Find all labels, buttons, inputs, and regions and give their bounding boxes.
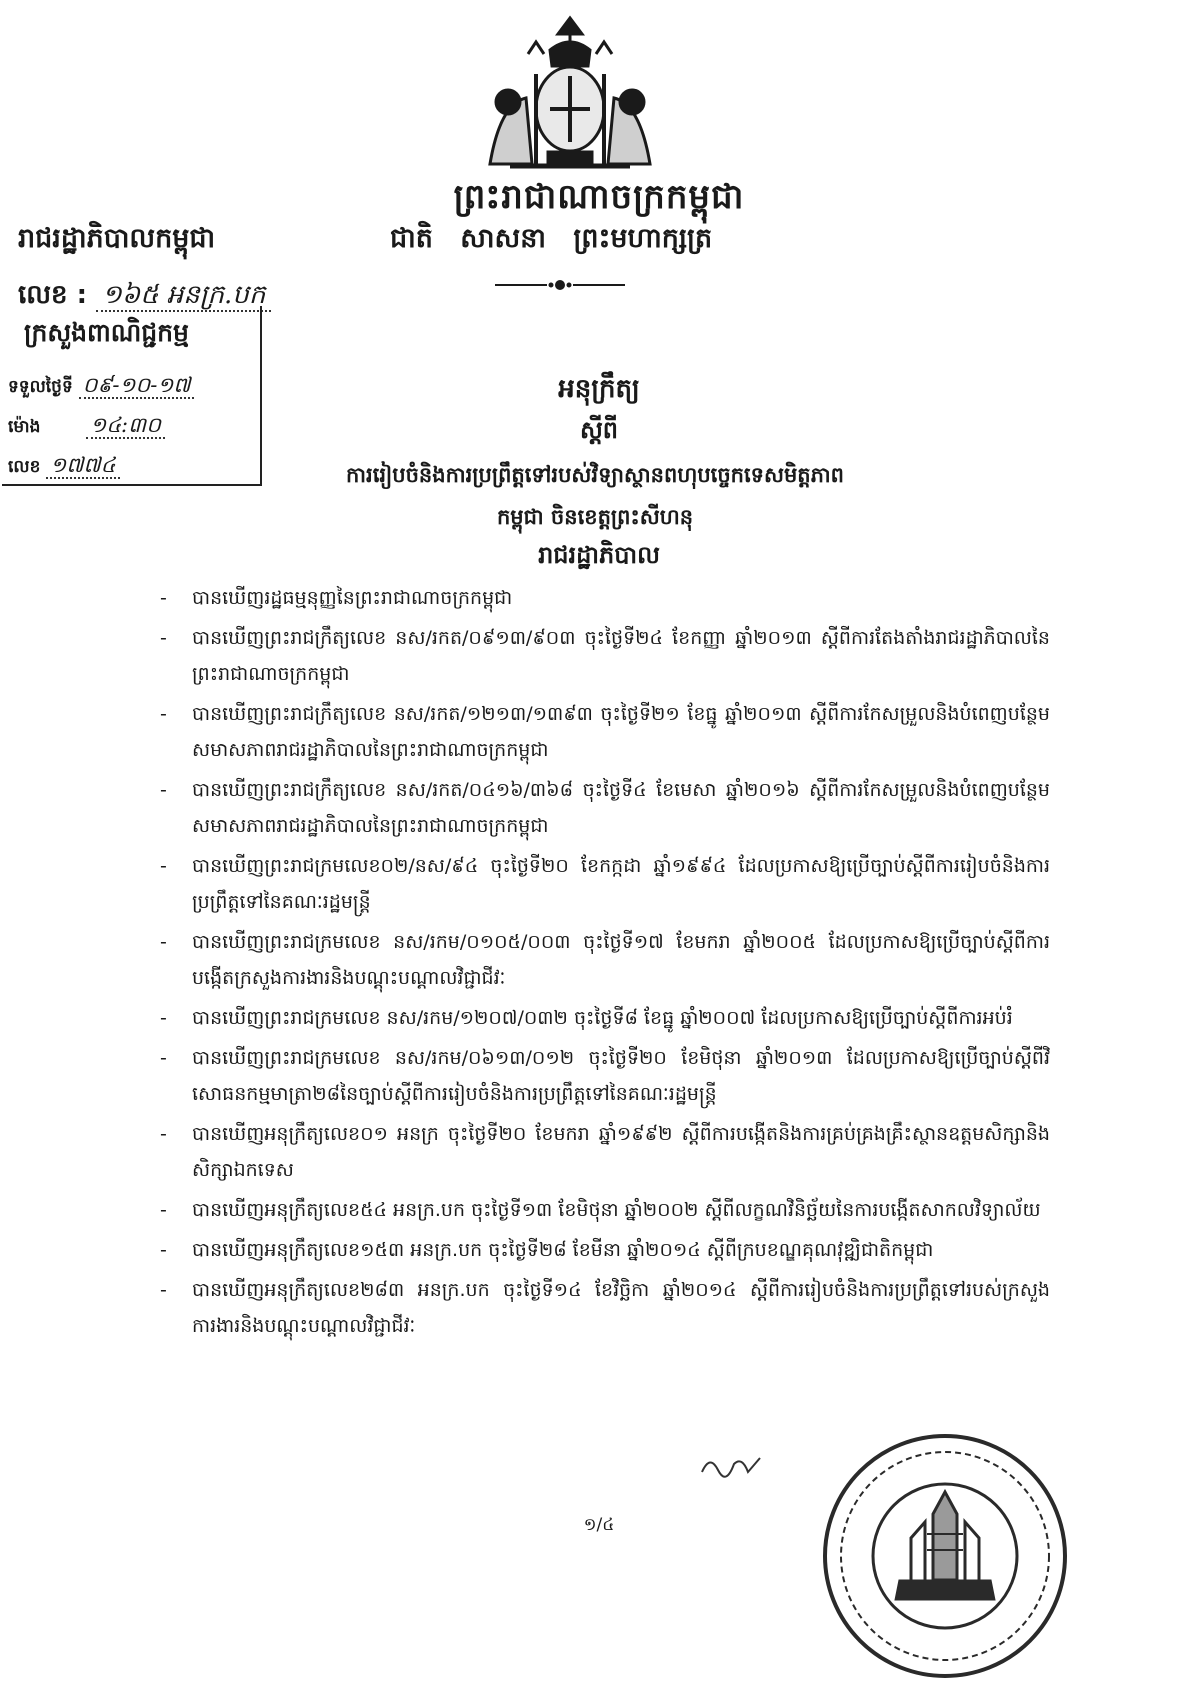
kingdom-title: ព្រះរាជាណាចក្រកម្ពុជា [453, 177, 745, 217]
list-item: - បានឃើញព្រះរាជក្រមលេខ នស/រកម/០១០៥/០០៣ ចុះថ្ងៃទី១៧ ខែមករា ឆ្នាំ២០០៥ ដែលប្រកាសឱ្យប្រើច្បាប់ស្តីពីការបង្កើតក្រសួងការងារនិងបណ្តុះបណ្តាលវិជ្ជាជីវៈ [160, 924, 1050, 996]
document-subject [200, 454, 990, 538]
registry-number-label: លេខ [8, 457, 41, 477]
handwritten-initial-icon [700, 1450, 770, 1480]
registry-time-value: ១៤:៣០ [86, 413, 165, 439]
list-item: - បានឃើញអនុក្រឹត្យលេខ០១ អនក្រ ចុះថ្ងៃទី២០ ខែមករា ឆ្នាំ១៩៩២ ស្តីពីការបង្កើតនិងការគ្រប់គ្រងគ្រឹះស្ថានឧត្តមសិក្សានិងសិក្សាឯកទេស [160, 1116, 1050, 1188]
registry-date-label: ទទួលថ្ងៃទី [8, 377, 73, 397]
government-name: រាជរដ្ឋាភិបាលកម្ពុជា [18, 223, 216, 254]
page-number: ១/៤ [583, 1515, 615, 1535]
royal-coat-of-arms-icon [470, 14, 670, 179]
list-item: - បានឃើញព្រះរាជក្រឹត្យលេខ នស/រកត/០៤១៦/៣៦៨ ចុះថ្ងៃទី៤ ខែមេសា ឆ្នាំ២០១៦ ស្តីពីការកែសម្រួលនិងបំពេញបន្ថែមសមាសភាពរាជរដ្ឋាភិបាលនៃព្រះរាជាណាចក្រកម្ពុជា [160, 772, 1050, 844]
list-item: - បានឃើញព្រះរាជក្រឹត្យលេខ នស/រកត/០៩១៣/៩០៣ ចុះថ្ងៃទី២៤ ខែកញ្ញា ឆ្នាំ២០១៣ ស្តីពីការតែងតាំងរាជរដ្ឋាភិបាលនៃព្រះរាជាណាចក្រកម្ពុជា [160, 620, 1050, 692]
document-about: ស្តីពី [579, 416, 619, 444]
document-type: អនុក្រឹត្យ [558, 374, 640, 404]
document-number-value: ១៦៥ អនក្រ.បក [96, 280, 271, 312]
subject-line-2: កម្ពុជា ចិនខេត្តព្រះសីហនុ [496, 505, 694, 529]
registry-date-value: ០៩-១០-១៧ [79, 373, 195, 399]
considerations-list [160, 580, 1050, 1348]
list-item: - បានឃើញព្រះរាជក្រឹត្យលេខ នស/រកត/១២១៣/១៣៩៣ ចុះថ្ងៃទី២១ ខែធ្នូ ឆ្នាំ២០១៣ ស្តីពីការកែសម្រួលនិងបំពេញបន្ថែមសមាសភាពរាជរដ្ឋាភិបាលនៃព្រះរាជាណាចក្រកម្ពុជា [160, 696, 1050, 768]
official-seal-icon [815, 1430, 1075, 1682]
registry-stamp-title: ក្រសួងពាណិជ្ជកម្ម [24, 318, 189, 347]
list-item: - បានឃើញព្រះរាជក្រមលេខ នស/រកម/១២០៧/០៣២ ចុះថ្ងៃទី៨ ខែធ្នូ ឆ្នាំ២០០៧ ដែលប្រកាសឱ្យប្រើច្បាប់ស្តីពីការអប់រំ [160, 1000, 1050, 1036]
ornament-divider-icon [495, 278, 625, 292]
registry-number [8, 452, 120, 483]
list-item: - បានឃើញរដ្ឋធម្មនុញ្ញនៃព្រះរាជាណាចក្រកម្ពុជា [160, 580, 1050, 616]
list-item: - បានឃើញព្រះរាជក្រមលេខ នស/រកម/០៦១៣/០១២ ចុះថ្ងៃទី២០ ខែមិថុនា ឆ្នាំ២០១៣ ដែលប្រកាសឱ្យប្រើច្បាប់ស្តីពីវិសោធនកម្មមាត្រា២៨នៃច្បាប់ស្តីពីការរៀបចំនិងការប្រព្រឹត្តទៅនៃគណៈរដ្ឋមន្ត្រី [160, 1040, 1050, 1112]
list-item: - បានឃើញព្រះរាជក្រមលេខ០២/នស/៩៤ ចុះថ្ងៃទី២០ ខែកក្កដា ឆ្នាំ១៩៩៤ ដែលប្រកាសឱ្យប្រើច្បាប់ស្តីពីការរៀបចំនិងការប្រព្រឹត្តទៅនៃគណៈរដ្ឋមន្ត្រី [160, 848, 1050, 920]
registry-number-value: ១៧៧៤ [46, 453, 119, 479]
issuer-heading: រាជរដ្ឋាភិបាល [538, 541, 660, 569]
registry-time-label: ម៉ោង [8, 417, 41, 437]
list-item: - បានឃើញអនុក្រឹត្យលេខ៥៤ អនក្រ.បក ចុះថ្ងៃទី១៣ ខែមិថុនា ឆ្នាំ២០០២ ស្តីពីលក្ខណវិនិច្ឆ័យនៃការបង្កើតសាកលវិទ្យាល័យ [160, 1192, 1050, 1228]
list-item: - បានឃើញអនុក្រឹត្យលេខ១៥៣ អនក្រ.បក ចុះថ្ងៃទី២៨ ខែមីនា ឆ្នាំ២០១៤ ស្តីពីក្របខណ្ឌគុណវុឌ្ឍិជាតិកម្ពុជា [160, 1232, 1050, 1268]
national-motto: ជាតិ សាសនា ព្រះមហាក្សត្រ [390, 223, 713, 254]
document-number-label: លេខ : [18, 280, 87, 310]
subject-line-1: ការរៀបចំនិងការប្រព្រឹត្តទៅរបស់វិទ្យាស្ថានពហុបច្ចេកទេសមិត្តភាព [346, 463, 844, 487]
list-item: - បានឃើញអនុក្រឹត្យលេខ២៨៣ អនក្រ.បក ចុះថ្ងៃទី១៤ ខែវិច្ឆិកា ឆ្នាំ២០១៤ ស្តីពីការរៀបចំនិងការប្រព្រឹត្តទៅរបស់ក្រសួងការងារនិងបណ្តុះបណ្តាលវិជ្ជាជីវៈ [160, 1272, 1050, 1344]
